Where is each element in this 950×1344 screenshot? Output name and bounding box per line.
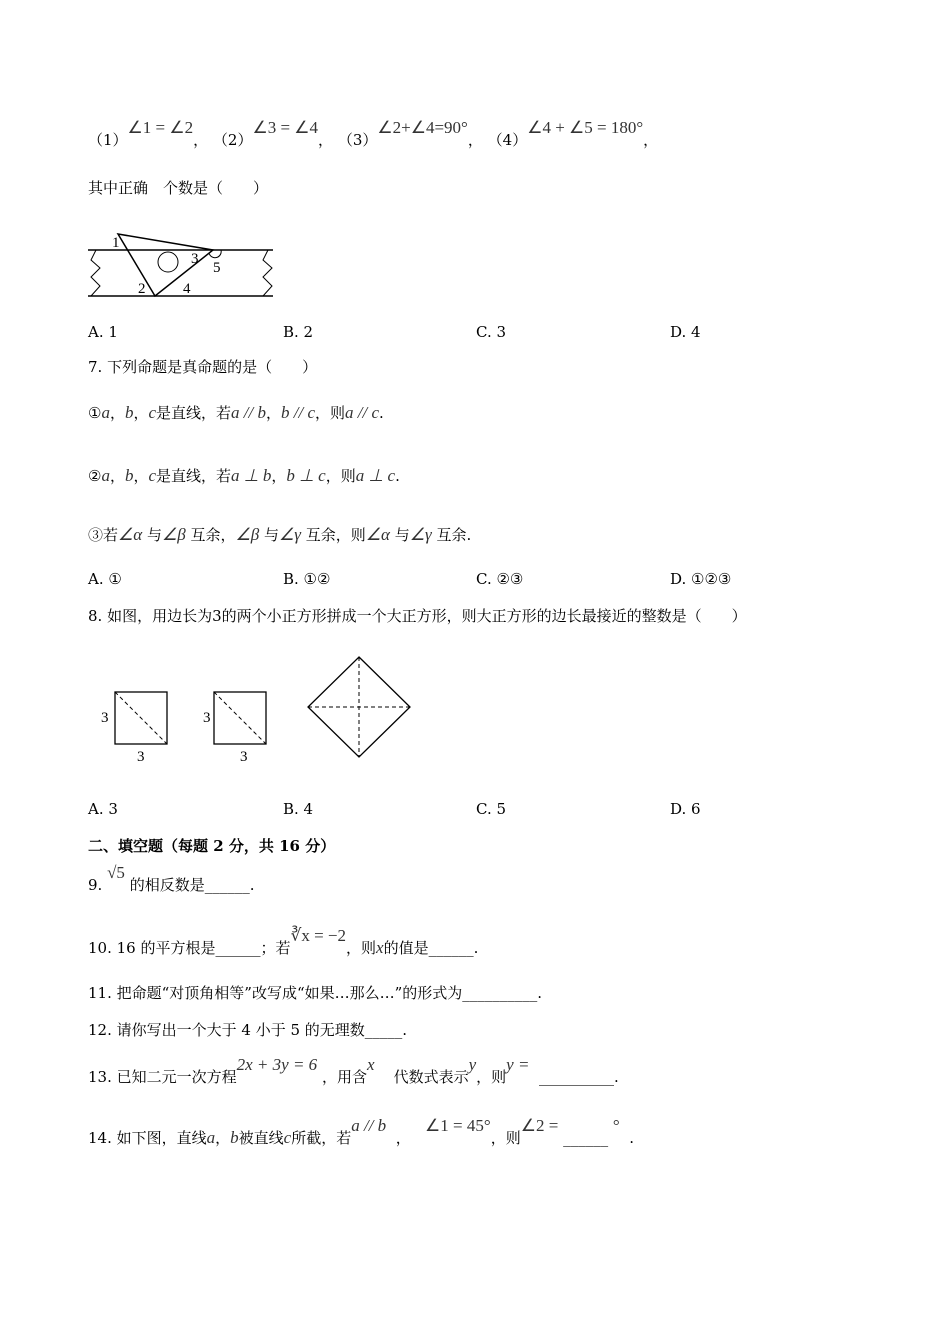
math: b (124, 403, 134, 422)
q8-option-a[interactable]: A. 3 (88, 800, 118, 818)
math: b // c (281, 403, 316, 422)
answer-blank[interactable]: __________. (539, 1068, 619, 1086)
math: a (206, 1128, 216, 1147)
text: 互余，则 (305, 526, 366, 544)
q6-stem: 其中正确 个数是（ ） (88, 179, 269, 197)
math: ∛x = −2 (290, 926, 346, 945)
text: 与 (394, 526, 410, 544)
math: ∠1 = 45° (425, 1116, 491, 1135)
math: √5 (107, 863, 125, 882)
q6-figure (88, 220, 278, 300)
fig-label-side: 3 (101, 710, 109, 726)
text: ， (395, 1129, 411, 1147)
math: b ⊥ c (286, 466, 326, 485)
q7-option-b[interactable]: B. ①② (283, 570, 331, 588)
fig-label-1: 1 (112, 235, 120, 251)
math: ∠β (235, 525, 260, 544)
fig-label-4: 4 (183, 281, 191, 297)
q7-stem: 7. 下列命题是真命题的是（ ） (88, 358, 318, 376)
text: . (379, 404, 384, 422)
text: ，则 (315, 404, 346, 422)
q7-statement-3 (88, 525, 471, 545)
fig-label-bottom: 3 (137, 749, 145, 765)
sep: ， (193, 131, 209, 149)
num: 9. (88, 876, 103, 894)
math: ∠γ (409, 525, 432, 544)
text: 与 (264, 526, 280, 544)
math: ∠α (118, 525, 143, 544)
q9 (88, 863, 255, 895)
math: a // c (345, 403, 380, 422)
text: 是直线，若 (156, 404, 232, 422)
fig-label-3: 3 (191, 251, 199, 267)
q6-option-a[interactable]: A. 1 (88, 323, 118, 341)
fig-label-5: 5 (213, 260, 221, 276)
text: 互余. (436, 526, 472, 544)
math: b (124, 466, 134, 485)
answer-blank[interactable]: ______ (563, 1129, 609, 1147)
degree-sign: ° (612, 1116, 620, 1135)
label: （3） (337, 131, 378, 149)
text: 是直线，若 (156, 467, 232, 485)
text: 10. 16 的平方根是______；若 (88, 939, 291, 957)
text: 13. 已知二元一次方程 (88, 1068, 237, 1086)
section-2-title: 二、填空题（每题 2 分，共 16 分） (88, 837, 336, 855)
q8-option-b[interactable]: B. 4 (283, 800, 314, 818)
label: （4） (487, 131, 528, 149)
math: c (148, 403, 157, 422)
q7-statement-2: ②a，b，c是直线，若a ⊥ b，b ⊥ c，则a ⊥ c. (88, 466, 400, 485)
text: . (629, 1129, 634, 1147)
math: y (468, 1055, 477, 1074)
num: ② (88, 467, 102, 485)
q8-option-c[interactable]: C. 5 (476, 800, 507, 818)
label: （1） (88, 131, 128, 149)
fig-label-side: 3 (203, 710, 211, 726)
q14 (88, 1116, 634, 1148)
math: x (376, 938, 384, 957)
text: . (395, 467, 400, 485)
num: ③ (88, 526, 104, 544)
math: a // b (231, 403, 266, 422)
text: 若 (103, 526, 119, 544)
math: ∠2 = (520, 1116, 559, 1135)
q6-option-d[interactable]: D. 4 (670, 323, 701, 341)
sep: ， (643, 131, 659, 149)
math: a ⊥ b (231, 466, 272, 485)
math: a ⊥ c (355, 466, 396, 485)
text: 互余， (190, 526, 236, 544)
math: b (230, 1128, 239, 1147)
q7-option-c[interactable]: C. ②③ (476, 570, 524, 588)
text: ，则 (325, 467, 356, 485)
text: 所截，若 (291, 1129, 352, 1147)
q12: 12. 请你写出一个大于 4 小于 5 的无理数_____. (88, 1021, 408, 1039)
math: 2x + 3y = 6 (236, 1055, 318, 1074)
math: ∠4 + ∠5 = 180° (527, 118, 644, 137)
fig-label-bottom: 3 (240, 749, 248, 765)
q7-option-a[interactable]: A. ① (88, 570, 122, 588)
label: （2） (212, 131, 253, 149)
math: c (283, 1128, 292, 1147)
math: y = (506, 1055, 530, 1074)
num: ① (88, 404, 102, 422)
sep: ， (467, 131, 483, 149)
math: a (101, 466, 110, 485)
sep: ， (318, 131, 334, 149)
q8-stem: 8. 如图，用边长为3的两个小正方形拼成一个大正方形，则大正方形的边长最接近的整数是（ ） (88, 607, 747, 625)
text: ，则 (346, 939, 377, 957)
q8-figure (95, 655, 425, 765)
q8-option-d[interactable]: D. 6 (670, 800, 701, 818)
math: ∠3 = ∠4 (252, 118, 319, 137)
text: ， (215, 1129, 231, 1147)
text: 的值是______. (383, 939, 479, 957)
math: ∠β (162, 525, 186, 544)
text: ，则 (490, 1129, 521, 1147)
text: 代数式表示 (393, 1068, 469, 1086)
math: ∠2+∠4=90° (377, 118, 468, 137)
text: 14. 如下图，直线 (88, 1129, 207, 1147)
math: a (101, 403, 110, 422)
text: ，则 (476, 1068, 507, 1086)
q7-statement-1: ①a，b，c是直线，若a // b，b // c，则a // c. (88, 403, 384, 422)
math: ∠γ (279, 525, 301, 544)
q6-option-b[interactable]: B. 2 (283, 323, 314, 341)
q10 (88, 926, 479, 958)
q7-option-d[interactable]: D. ①②③ (670, 570, 732, 588)
fig-label-2: 2 (138, 281, 146, 297)
q11: 11. 把命题“对顶角相等”改写成“如果…那么…”的形式为__________. (88, 984, 543, 1002)
q6-statements (88, 118, 659, 150)
math: ∠α (365, 525, 390, 544)
q6-option-c[interactable]: C. 3 (476, 323, 507, 341)
math: ∠1 = ∠2 (127, 118, 194, 137)
text: 与 (146, 526, 162, 544)
text: 被直线 (238, 1129, 284, 1147)
text: ，用含 (321, 1068, 367, 1086)
text: 的相反数是______. (129, 876, 255, 894)
math: c (148, 466, 157, 485)
math: a // b (351, 1116, 387, 1135)
math: x (366, 1055, 375, 1074)
q13 (88, 1055, 619, 1087)
